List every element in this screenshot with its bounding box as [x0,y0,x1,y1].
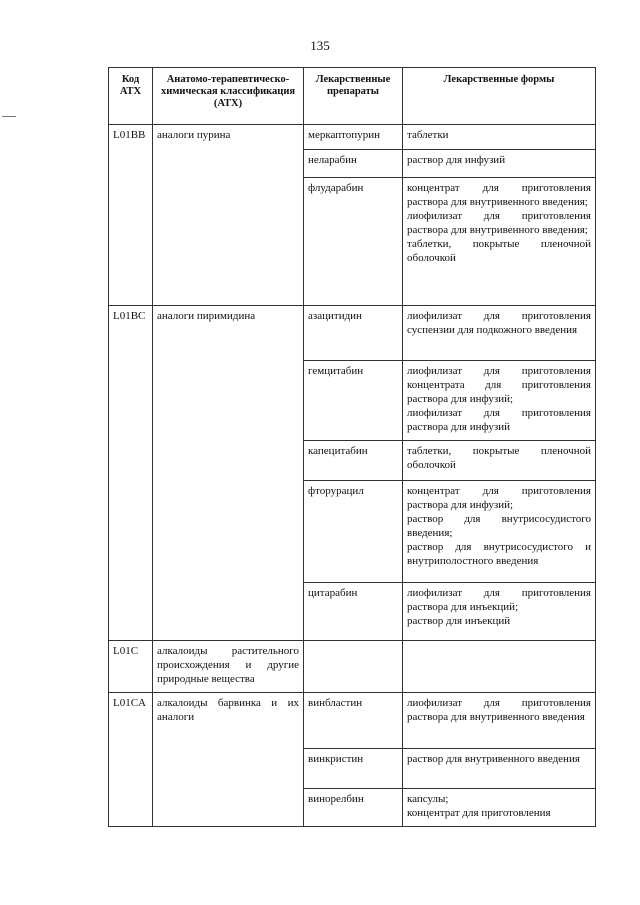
drug-form: лиофилизат для приготовления концентрата для приготовления раствора для инфузий; [407,365,591,405]
drug-forms [403,125,596,150]
drug-form: лиофилизат для приготовления раствора для внутривенного введения; [407,210,591,236]
drug-form: таблетки, покрытые пленочной оболочкой [407,445,591,471]
drug-name: фторурацил [304,481,403,583]
header-drugs: Лекарственные препараты [304,68,403,125]
drug-form: лиофилизат для приготовления раствора для внутривенного введения [407,697,591,723]
drug-forms [403,641,596,693]
drug-form: таблетки [407,129,449,141]
drug-form: раствор для внутривенного введения [407,753,580,765]
drug-form: лиофилизат для приготовления раствора для инфузий [407,407,591,433]
drug-name: флударабин [304,178,403,306]
drug-name: меркаптопурин [304,125,403,150]
page-number: 135 [310,38,330,53]
drug-form: лиофилизат для приготовления раствора для инъекций; [407,587,591,613]
atc-code: L01BB [109,125,153,306]
drug-form: таблетки, покрытые пленочной оболочкой [407,238,591,264]
table-row [109,125,596,150]
drug-forms [403,178,596,306]
drug-form: капсулы; [407,793,449,805]
drug-form: концентрат для приготовления раствора для внутривенного введения; [407,182,591,208]
drug-name: винорелбин [304,789,403,827]
atc-code: L01C [109,641,153,693]
drug-name: винкристин [304,749,403,789]
drug-form: лиофилизат для приготовления суспензии для подкожного введения [407,310,591,336]
drug-forms [403,150,596,178]
header-forms: Лекарственные формы [403,68,596,125]
table-header-row [109,68,596,125]
drug-name: неларабин [304,150,403,178]
drug-form: концентрат для приготовления [407,807,551,819]
drug-name: гемцитабин [304,361,403,441]
drug-forms [403,306,596,361]
atc-group-name: алкалоиды растительного происхождения и другие природные вещества [153,641,304,693]
drug-name: азацитидин [304,306,403,361]
drug-form: раствор для инъекций [407,615,511,627]
drug-form: раствор для инфузий [407,154,506,166]
drug-form: концентрат для приготовления раствора для инфузий; [407,485,591,511]
drug-name [304,641,403,693]
atc-code: L01BC [109,306,153,641]
drug-forms [403,361,596,441]
drug-form: раствор для внутрисосудистого введения; [407,513,591,539]
drug-forms [403,481,596,583]
atc-group-name: аналоги пурина [153,125,304,306]
drug-forms [403,583,596,641]
atc-code: L01CA [109,693,153,827]
header-code: Код АТХ [109,68,153,125]
drug-name: капецитабин [304,441,403,481]
drug-forms [403,441,596,481]
atc-group-name: аналоги пиримидина [153,306,304,641]
drug-forms [403,693,596,749]
atc-table [108,67,596,827]
drug-form: раствор для внутрисосудистого и внутриполостного введения [407,541,591,567]
table-row [109,641,596,693]
table-row [109,306,596,361]
atc-group-name: алкалоиды барвинка и их аналоги [153,693,304,827]
table-row [109,693,596,749]
drug-name: цитарабин [304,583,403,641]
drug-name: винбластин [304,693,403,749]
drug-forms [403,789,596,827]
margin-mark [2,116,16,117]
drug-forms [403,749,596,789]
header-classification: Анатомо-терапевтическо-химическая классификация (АТХ) [153,68,304,125]
